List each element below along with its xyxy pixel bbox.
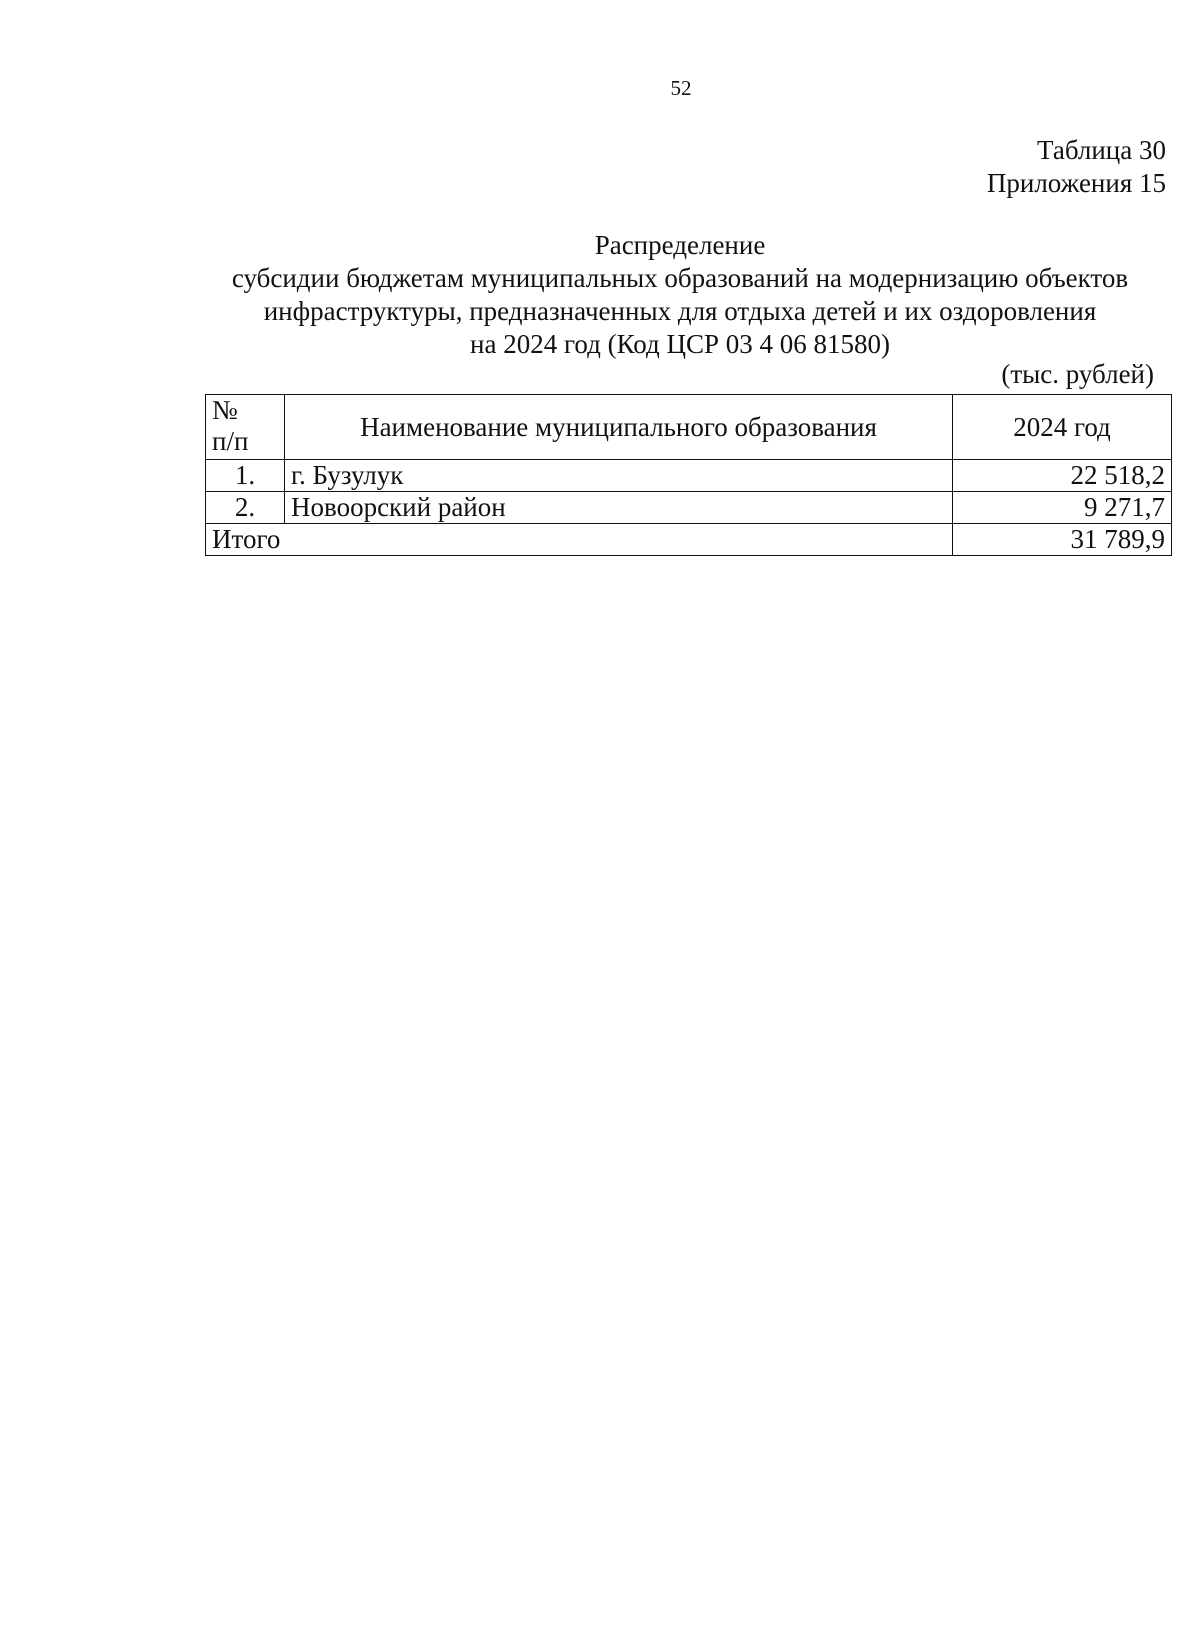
header-number-abbr: п/п [212,426,249,456]
document-title [190,229,1170,361]
header-number [206,395,285,460]
header-name: Наименование муниципального образования [285,395,953,460]
title-line-2: субсидии бюджетам муниципальных образований на модернизацию объектов [231,263,1129,293]
subsidy-table [205,394,1172,556]
title-line-3: инфраструктуры, предназначенных для отдыха детей и их оздоровления [263,296,1097,326]
row-municipality: Новоорский район [285,492,953,524]
header-year: 2024 год [953,395,1172,460]
units-label: (тыс. рублей) [1001,359,1154,389]
appendix-reference: Приложения 15 [986,168,1166,198]
total-label: Итого [206,524,953,556]
page-number: 52 [670,76,692,100]
attachment-reference [987,134,1166,200]
total-amount: 31 789,9 [953,524,1172,556]
table-row [206,460,1172,492]
title-line-1: Распределение [594,230,766,260]
title-line-4: на 2024 год (Код ЦСР 03 4 06 81580) [470,329,890,359]
table-header-row [206,395,1172,460]
header-number-symbol: № [212,395,238,425]
row-amount: 9 271,7 [953,492,1172,524]
row-municipality: г. Бузулук [285,460,953,492]
row-number: 2. [206,492,285,524]
row-amount: 22 518,2 [953,460,1172,492]
row-number: 1. [206,460,285,492]
table-reference: Таблица 30 [1037,135,1166,165]
table-row [206,492,1172,524]
total-row [206,524,1172,556]
